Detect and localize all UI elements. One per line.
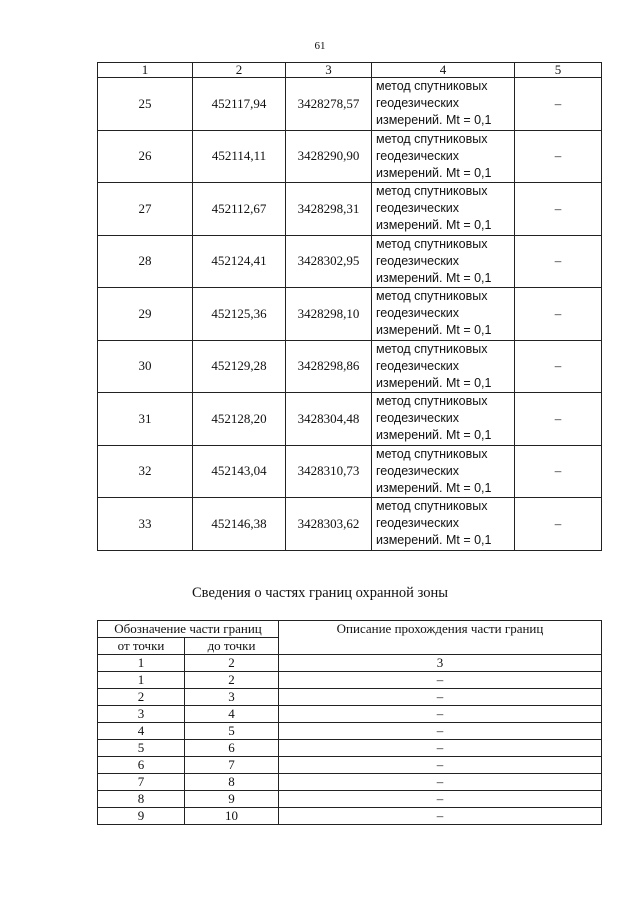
table-row (98, 723, 602, 740)
method-line: метод спутниковых (376, 131, 488, 146)
part-description: – (279, 740, 602, 757)
coordinates-header-row (98, 63, 602, 78)
method-line: измерений. Mt = 0,1 (376, 270, 492, 285)
method-line: метод спутниковых (376, 79, 488, 94)
from-point: 2 (98, 689, 185, 706)
coordinate-x: 452128,20 (193, 393, 286, 446)
method-line: метод спутниковых (376, 499, 488, 514)
method-line: геодезических (376, 358, 460, 373)
method-line: метод спутниковых (376, 236, 488, 251)
from-point: 5 (98, 740, 185, 757)
coordinate-y: 3428278,57 (286, 78, 372, 131)
coordinate-y: 3428304,48 (286, 393, 372, 446)
to-point: 9 (185, 791, 279, 808)
parts-header-row (98, 621, 602, 638)
point-number: 25 (98, 78, 193, 131)
coordinate-y: 3428298,86 (286, 340, 372, 393)
point-number: 26 (98, 130, 193, 183)
column-number: 2 (185, 655, 279, 672)
coordinate-x: 452114,11 (193, 130, 286, 183)
note-cell: – (515, 183, 602, 236)
method-cell (372, 340, 515, 393)
column-number: 3 (286, 63, 372, 78)
table-row (98, 498, 602, 551)
to-point: 6 (185, 740, 279, 757)
note-cell: – (515, 393, 602, 446)
coordinate-y: 3428290,90 (286, 130, 372, 183)
point-number: 27 (98, 183, 193, 236)
method-cell (372, 235, 515, 288)
method-line: метод спутниковых (376, 446, 488, 461)
table-row (98, 740, 602, 757)
coordinate-x: 452117,94 (193, 78, 286, 131)
coordinate-x: 452124,41 (193, 235, 286, 288)
coordinate-y: 3428298,10 (286, 288, 372, 341)
coordinate-x: 452129,28 (193, 340, 286, 393)
note-cell: – (515, 235, 602, 288)
from-point: 1 (98, 672, 185, 689)
method-cell (372, 288, 515, 341)
method-line: измерений. Mt = 0,1 (376, 218, 492, 233)
point-number: 28 (98, 235, 193, 288)
coordinate-x: 452146,38 (193, 498, 286, 551)
part-description: – (279, 672, 602, 689)
coordinate-x: 452125,36 (193, 288, 286, 341)
to-point-header: до точки (185, 638, 279, 655)
to-point: 8 (185, 774, 279, 791)
table-row (98, 445, 602, 498)
table-row (98, 393, 602, 446)
designation-header: Обозначение части границ (98, 621, 279, 638)
table-row (98, 706, 602, 723)
from-point: 4 (98, 723, 185, 740)
column-number: 4 (372, 63, 515, 78)
method-line: метод спутниковых (376, 341, 488, 356)
method-cell (372, 393, 515, 446)
coordinate-y: 3428302,95 (286, 235, 372, 288)
to-point: 5 (185, 723, 279, 740)
from-point: 3 (98, 706, 185, 723)
column-number: 3 (279, 655, 602, 672)
parts-column-numbers-row (98, 655, 602, 672)
part-description: – (279, 706, 602, 723)
method-line: измерений. Mt = 0,1 (376, 533, 492, 548)
point-number: 32 (98, 445, 193, 498)
description-header: Описание прохождения части границ (279, 621, 602, 655)
method-line: метод спутниковых (376, 184, 488, 199)
method-line: измерений. Mt = 0,1 (376, 428, 492, 443)
to-point: 3 (185, 689, 279, 706)
parts-body (98, 672, 602, 825)
method-cell (372, 445, 515, 498)
coordinate-y: 3428310,73 (286, 445, 372, 498)
coordinates-body (98, 78, 602, 551)
column-number: 2 (193, 63, 286, 78)
table-row (98, 130, 602, 183)
from-point: 7 (98, 774, 185, 791)
to-point: 4 (185, 706, 279, 723)
method-cell (372, 183, 515, 236)
method-line: измерений. Mt = 0,1 (376, 480, 492, 495)
method-cell (372, 78, 515, 131)
from-point: 6 (98, 757, 185, 774)
method-line: геодезических (376, 306, 460, 321)
table-row (98, 288, 602, 341)
part-description: – (279, 774, 602, 791)
boundary-parts-table (97, 620, 602, 825)
method-line: измерений. Mt = 0,1 (376, 113, 492, 128)
part-description: – (279, 791, 602, 808)
method-line: геодезических (376, 463, 460, 478)
method-line: измерений. Mt = 0,1 (376, 165, 492, 180)
column-number: 5 (515, 63, 602, 78)
note-cell: – (515, 288, 602, 341)
from-point-header: от точки (98, 638, 185, 655)
method-line: геодезических (376, 201, 460, 216)
note-cell: – (515, 445, 602, 498)
from-point: 9 (98, 808, 185, 825)
column-number: 1 (98, 63, 193, 78)
coordinate-x: 452143,04 (193, 445, 286, 498)
table-row (98, 340, 602, 393)
from-point: 8 (98, 791, 185, 808)
method-cell (372, 130, 515, 183)
to-point: 10 (185, 808, 279, 825)
table-row (98, 672, 602, 689)
table-row (98, 774, 602, 791)
method-line: метод спутниковых (376, 289, 488, 304)
point-number: 31 (98, 393, 193, 446)
table-row (98, 757, 602, 774)
method-cell (372, 498, 515, 551)
coordinates-table (97, 62, 602, 551)
method-line: измерений. Mt = 0,1 (376, 375, 492, 390)
table-row (98, 235, 602, 288)
table-row (98, 791, 602, 808)
section-title: Сведения о частях границ охранной зоны (192, 585, 448, 601)
method-line: геодезических (376, 253, 460, 268)
part-description: – (279, 757, 602, 774)
table-row (98, 689, 602, 706)
note-cell: – (515, 340, 602, 393)
coordinate-x: 452112,67 (193, 183, 286, 236)
method-line: геодезических (376, 148, 460, 163)
method-line: геодезических (376, 411, 460, 426)
point-number: 33 (98, 498, 193, 551)
table-row (98, 183, 602, 236)
to-point: 7 (185, 757, 279, 774)
note-cell: – (515, 498, 602, 551)
method-line: геодезических (376, 516, 460, 531)
coordinate-y: 3428298,31 (286, 183, 372, 236)
part-description: – (279, 808, 602, 825)
part-description: – (279, 689, 602, 706)
table-row (98, 78, 602, 131)
method-line: геодезических (376, 96, 460, 111)
part-description: – (279, 723, 602, 740)
method-line: измерений. Mt = 0,1 (376, 323, 492, 338)
table-row (98, 808, 602, 825)
column-number: 1 (98, 655, 185, 672)
method-line: метод спутниковых (376, 394, 488, 409)
point-number: 30 (98, 340, 193, 393)
note-cell: – (515, 130, 602, 183)
page-number: 61 (314, 40, 326, 52)
coordinate-y: 3428303,62 (286, 498, 372, 551)
note-cell: – (515, 78, 602, 131)
to-point: 2 (185, 672, 279, 689)
point-number: 29 (98, 288, 193, 341)
